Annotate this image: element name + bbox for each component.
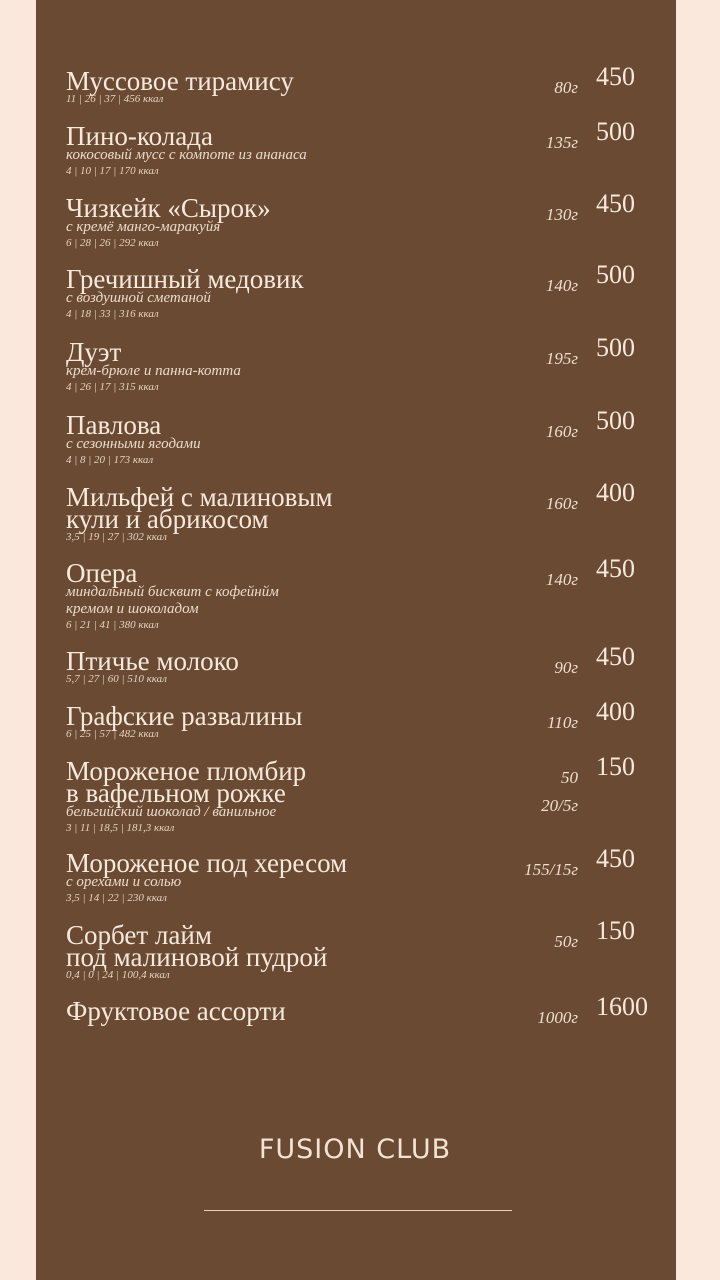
item-weight: 130г bbox=[545, 205, 578, 224]
menu-item bbox=[66, 260, 666, 321]
item-name: Пино-колада bbox=[66, 121, 213, 151]
brand-logo: FUSION CLUB bbox=[258, 1134, 452, 1165]
item-nutrition: 11 | 26 | 37 | 456 ккал bbox=[66, 93, 164, 105]
item-nutrition: 6 | 21 | 41 | 380 ккал bbox=[66, 619, 159, 631]
item-description: с сезонными ягодами bbox=[66, 436, 201, 452]
menu-item bbox=[66, 189, 666, 250]
item-price: 450 bbox=[596, 62, 635, 91]
menu-item bbox=[66, 554, 666, 632]
item-nutrition: 5,7 | 27 | 60 | 510 ккал bbox=[66, 673, 167, 685]
divider bbox=[204, 1210, 512, 1211]
menu-item bbox=[66, 478, 666, 544]
item-name: Гречишный медовик bbox=[66, 264, 304, 294]
item-name: Сорбет лайм под малиновой пудрой bbox=[66, 920, 328, 972]
item-price: 500 bbox=[596, 260, 635, 289]
item-nutrition: 3,5 | 19 | 27 | 302 ккал bbox=[66, 531, 167, 543]
item-nutrition: 4 | 10 | 17 | 170 ккал bbox=[66, 165, 159, 177]
item-weight: 140г bbox=[545, 570, 578, 589]
item-nutrition: 4 | 18 | 33 | 316 ккал bbox=[66, 308, 159, 320]
item-nutrition: 4 | 8 | 20 | 173 ккал bbox=[66, 454, 154, 466]
item-price: 450 bbox=[596, 189, 635, 218]
menu-item bbox=[66, 992, 666, 1027]
item-weight: 160г bbox=[545, 494, 578, 513]
item-price: 450 bbox=[596, 642, 635, 671]
menu-item bbox=[66, 62, 666, 106]
item-weight: 90г bbox=[554, 658, 578, 677]
item-weight: 140г bbox=[545, 276, 578, 295]
item-description: с воздушной сметаной bbox=[66, 290, 211, 306]
item-description: с кремё манго-маракуйя bbox=[66, 219, 221, 235]
item-price: 150 bbox=[596, 916, 635, 945]
item-price: 1600 bbox=[596, 992, 648, 1021]
item-price: 450 bbox=[596, 554, 635, 583]
item-nutrition: 6 | 25 | 57 | 482 ккал bbox=[66, 728, 159, 740]
item-price: 500 bbox=[596, 333, 635, 362]
item-weight: 50 20/5г bbox=[541, 768, 578, 815]
item-weight: 155/15г bbox=[524, 860, 578, 879]
menu-item bbox=[66, 752, 666, 835]
item-name: Мороженое пломбир в вафельном рожке bbox=[66, 756, 307, 808]
item-weight: 135г bbox=[545, 133, 578, 152]
item-name: Фруктовое ассорти bbox=[66, 996, 286, 1026]
item-description: кокосовый мусс с компоте из ананаса bbox=[66, 147, 307, 163]
menu-item bbox=[66, 406, 666, 467]
item-name: Опера bbox=[66, 558, 138, 588]
menu-panel bbox=[36, 0, 676, 1280]
item-name: Дуэт bbox=[66, 337, 122, 367]
menu-item bbox=[66, 642, 666, 686]
item-name: Птичье молоко bbox=[66, 646, 239, 676]
item-weight: 110г bbox=[547, 713, 578, 732]
menu-item bbox=[66, 697, 666, 741]
menu-item bbox=[66, 844, 666, 905]
item-name: Графские развалины bbox=[66, 701, 303, 731]
item-price: 150 bbox=[596, 752, 635, 781]
item-nutrition: 3 | 11 | 18,5 | 181,3 ккал bbox=[66, 822, 175, 834]
item-nutrition: 0,4 | 0 | 24 | 100,4 ккал bbox=[66, 969, 170, 981]
item-price: 450 bbox=[596, 844, 635, 873]
menu-item bbox=[66, 916, 666, 982]
item-nutrition: 6 | 28 | 26 | 292 ккал bbox=[66, 237, 159, 249]
item-nutrition: 3,5 | 14 | 22 | 230 ккал bbox=[66, 892, 167, 904]
item-price: 400 bbox=[596, 697, 635, 726]
item-description: с орехами и солью bbox=[66, 874, 182, 890]
item-description: бельгийский шоколад / ванильное bbox=[66, 804, 277, 820]
item-weight: 50г bbox=[554, 932, 578, 951]
menu-item bbox=[66, 117, 666, 178]
item-name: Павлова bbox=[66, 410, 162, 440]
item-price: 500 bbox=[596, 406, 635, 435]
menu-item bbox=[66, 333, 666, 394]
item-nutrition: 4 | 26 | 17 | 315 ккал bbox=[66, 381, 159, 393]
item-description: миндальный бисквит с кофейнйм кремом и шоколадом bbox=[66, 584, 279, 617]
item-name: Мороженое под хересом bbox=[66, 848, 348, 878]
item-description: крем-брюле и панна-котта bbox=[66, 363, 241, 379]
item-price: 400 bbox=[596, 478, 635, 507]
item-name: Муссовое тирамису bbox=[66, 66, 294, 96]
item-weight: 1000г bbox=[537, 1008, 578, 1027]
item-name: Чизкейк «Сырок» bbox=[66, 193, 271, 223]
item-weight: 195г bbox=[545, 349, 578, 368]
item-name: Мильфей с малиновым кули и абрикосом bbox=[66, 482, 333, 534]
item-price: 500 bbox=[596, 117, 635, 146]
item-weight: 80г bbox=[554, 78, 578, 97]
footer-brand-box bbox=[182, 1108, 528, 1256]
item-weight: 160г bbox=[545, 422, 578, 441]
